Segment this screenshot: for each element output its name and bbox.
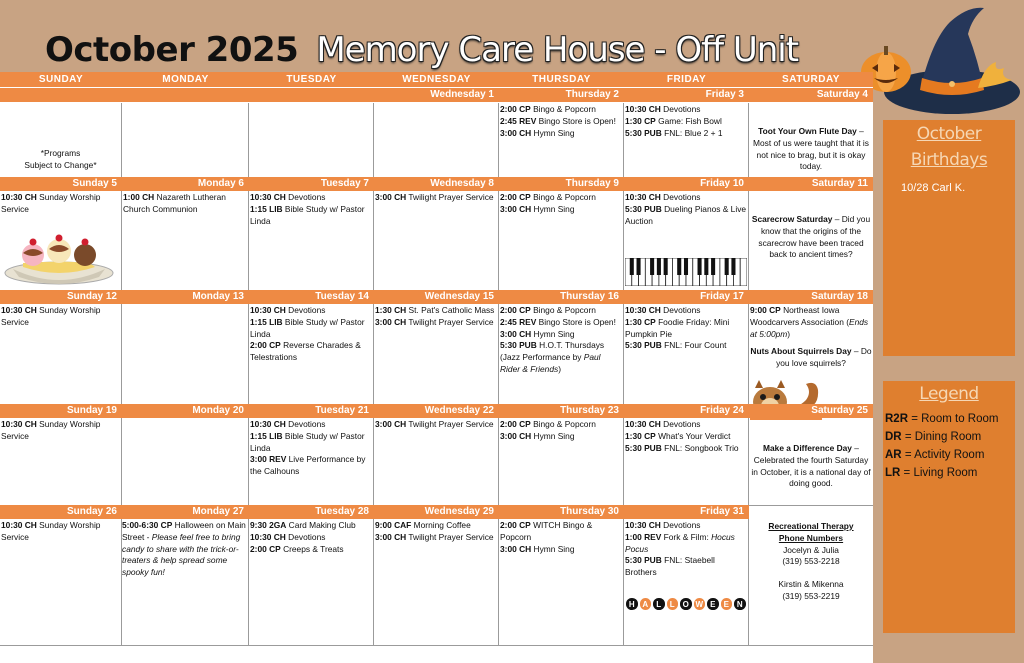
date-thu-2: Thursday 2 (499, 88, 624, 102)
contact-phone-1: (319) 553-2218 (782, 556, 840, 567)
date-fri-17: Friday 17 (624, 290, 749, 304)
weekday-sunday: SUNDAY (0, 72, 122, 87)
contacts-box (749, 519, 873, 645)
date-fri-24: Friday 24 (624, 404, 749, 418)
date-thu-23: Thursday 23 (499, 404, 624, 418)
cell-sat-25 (749, 418, 873, 505)
event: 1:30 CP Game: Fish Bowl (625, 115, 722, 126)
event: 5:30 PUB H.O.T. Thursdays (500, 340, 605, 351)
date-mon-20: Monday 20 (122, 404, 249, 418)
weekday-tuesday: TUESDAY (249, 72, 374, 87)
cell-thu-30 (499, 519, 624, 645)
cell-wed-8 (374, 191, 499, 290)
event: 10:30 CH Devotions (625, 520, 701, 530)
event: 9:00 CAF Morning Coffee (375, 520, 471, 530)
event: 10:30 CH Devotions (625, 104, 701, 114)
halloween-balls-icon (625, 597, 747, 611)
birthdays-title-2: Birthdays (910, 150, 988, 170)
date-sat-11: Saturday 11 (749, 177, 873, 191)
cell-empty-sun (0, 103, 122, 177)
cell-tue-28 (249, 519, 374, 645)
event: 9:00 CP Northeast Iowa Woodcarvers Association (Ends at 5:00pm) (750, 305, 869, 339)
event: 1:15 LIB Bible Study w/ Pastor Linda (250, 316, 365, 339)
date-bar-empty (0, 88, 374, 102)
halloween-letter: O (679, 597, 693, 611)
event: 10:30 CH Devotions (250, 192, 326, 202)
leaf-icon (974, 58, 1018, 92)
calendar-grid (0, 72, 873, 663)
date-tue-28: Tuesday 28 (249, 505, 374, 519)
event: 2:00 CP Reverse Charades & Telestrations (250, 340, 361, 363)
event: 2:00 CP WITCH Bingo & Popcorn (500, 520, 593, 542)
event: 1:15 LIB Bible Study w/ Pastor Linda (250, 430, 365, 453)
date-mon-6: Monday 6 (122, 177, 249, 191)
legend-item-dr: DR = Dining Room (885, 431, 982, 443)
legend-panel (883, 381, 1015, 633)
date-fri-3: Friday 3 (624, 88, 749, 102)
birthdays-panel (883, 120, 1015, 356)
cell-mon-27 (122, 519, 249, 645)
event: 3:00 CH Twilight Prayer Service (375, 531, 494, 542)
event: 3:00 CH Twilight Prayer Service (375, 316, 494, 327)
event: 10:30 CH Sunday Worship Service (1, 419, 101, 441)
cell-mon-13 (122, 304, 249, 404)
halloween-letter: E (706, 597, 720, 611)
weekday-wednesday: WEDNESDAY (374, 72, 499, 87)
weekday-thursday: THURSDAY (499, 72, 624, 87)
date-wed-22: Wednesday 22 (374, 404, 499, 418)
halloween-letter: N (733, 597, 747, 611)
halloween-letter: A (639, 597, 653, 611)
date-sat-25: Saturday 25 (749, 404, 873, 418)
date-wed-1: Wednesday 1 (374, 88, 499, 102)
event: 3:00 CH Hymn Sing (500, 543, 575, 554)
event: 2:45 REV Bingo Store is Open! (500, 316, 616, 327)
event: 10:30 CH Devotions (625, 192, 701, 202)
event: 2:00 CP Creeps & Treats (250, 543, 344, 554)
cell-fri-3 (624, 103, 749, 177)
date-fri-10: Friday 10 (624, 177, 749, 191)
event: 10:30 CH Devotions (250, 419, 326, 429)
row-divider (0, 645, 873, 646)
note-programs: *Programs (40, 148, 81, 158)
cell-sun-5 (0, 191, 122, 290)
cell-tue-7 (249, 191, 374, 290)
title-house: Memory Care House - Off Unit (316, 30, 799, 70)
cell-thu-23 (499, 418, 624, 505)
contact-phone-2: (319) 553-2219 (782, 590, 840, 601)
observance-text: Toot Your Own Flute Day – Most of us were taught that it is not nice to brag, but it is okay today. (753, 126, 869, 172)
event: 5:30 PUB FNL: Blue 2 + 1 (625, 127, 723, 138)
cell-tue-14 (249, 304, 374, 404)
date-wed-29: Wednesday 29 (374, 505, 499, 519)
cell-sat-4 (749, 103, 873, 177)
date-sun-26: Sunday 26 (0, 505, 122, 519)
note-subject: Subject to Change* (24, 159, 97, 170)
date-thu-30: Thursday 30 (499, 505, 624, 519)
cell-fri-10 (624, 191, 749, 290)
observance-text: Scarecrow Saturday – Did you know that the origins of the scarecrow have been traced back to ancient times? (751, 214, 871, 260)
weekday-saturday: SATURDAY (749, 72, 873, 87)
date-tue-7: Tuesday 7 (249, 177, 374, 191)
cell-fri-24 (624, 418, 749, 505)
event: 10:30 CH Sunday Worship Service (1, 305, 101, 327)
contact-names-1: Jocelyn & Julia (783, 544, 839, 555)
event: 1:15 LIB Bible Study w/ Pastor Linda (250, 203, 365, 226)
cell-empty-mon (122, 103, 249, 177)
date-sat-18: Saturday 18 (749, 290, 873, 304)
contact-names-2: Kirstin & Mikenna (778, 579, 844, 590)
cell-fri-17 (624, 304, 749, 404)
event: 1:00 REV Fork & Film: Hocus Pocus (625, 531, 735, 554)
date-sun-19: Sunday 19 (0, 404, 122, 418)
date-sun-5: Sunday 5 (0, 177, 122, 191)
cell-tue-21 (249, 418, 374, 505)
cell-fri-31 (624, 519, 749, 645)
event: 5:30 PUB FNL: Songbook Trio (625, 442, 739, 453)
cell-sat-11 (749, 191, 873, 290)
event: 9:30 2GA Card Making Club (250, 520, 356, 530)
cell-sun-19 (0, 418, 122, 505)
cell-thu-9 (499, 191, 624, 290)
event: 10:30 CH Devotions (625, 419, 701, 429)
cell-wed-22 (374, 418, 499, 505)
event: 2:00 CP Bingo & Popcorn (500, 305, 596, 315)
event: 10:30 CH Sunday Worship Service (1, 520, 101, 542)
cell-sun-12 (0, 304, 122, 404)
event: 10:30 CH Devotions (250, 531, 326, 542)
event: 10:30 CH Devotions (250, 305, 326, 315)
date-mon-27: Monday 27 (122, 505, 249, 519)
cell-thu-16 (499, 304, 624, 404)
date-sun-12: Sunday 12 (0, 290, 122, 304)
date-tue-14: Tuesday 14 (249, 290, 374, 304)
event: 5:00-6:30 CP Halloween on Main Street - Please feel free to bring candy to share with the trick-or-treaters & help spread some spooky fun! (122, 520, 246, 578)
event: 5:30 PUB FNL: Four Count (625, 340, 727, 351)
event: 2:00 CP Bingo & Popcorn (500, 104, 596, 114)
birthday-entry: 10/28 Carl K. (901, 182, 966, 194)
cell-wed-29 (374, 519, 499, 645)
legend-item-lr: LR = Living Room (885, 467, 978, 479)
event: 5:30 PUB FNL: Staebell Brothers (625, 555, 715, 578)
date-wed-15: Wednesday 15 (374, 290, 499, 304)
cell-sun-26 (0, 519, 122, 645)
weekday-monday: MONDAY (122, 72, 249, 87)
title-month: October 2025 (45, 30, 299, 70)
halloween-letter: W (693, 597, 707, 611)
event: 3:00 CH Hymn Sing (500, 203, 575, 214)
halloween-letter: L (666, 597, 680, 611)
observance-text: Make a Difference Day – Celebrated the fourth Saturday in October, it is a national day of doing good. (751, 443, 871, 489)
event-note: (Jazz Performance by Paul Rider & Friends) (500, 352, 601, 374)
halloween-letter: L (652, 597, 666, 611)
event: 2:00 CP Bingo & Popcorn (500, 419, 596, 429)
weekday-friday: FRIDAY (624, 72, 749, 87)
halloween-letter: E (720, 597, 734, 611)
legend-title: Legend (919, 384, 979, 404)
event: 3:00 CH Twilight Prayer Service (375, 419, 494, 429)
date-mon-13: Monday 13 (122, 290, 249, 304)
event: 1:30 CP What's Your Verdict (625, 430, 731, 441)
page-title (0, 18, 870, 70)
event: 1:00 CH Nazareth Lutheran Church Communion (123, 192, 226, 214)
event: 1:30 CP Foodie Friday: Mini Pumpkin Pie (625, 316, 730, 339)
date-fri-31: Friday 31 (624, 505, 749, 519)
piano-keys-icon (625, 258, 747, 286)
event: 10:30 CH Devotions (625, 305, 701, 315)
event: 1:30 CH St. Pat's Catholic Mass (375, 305, 495, 315)
event: 3:00 CH Twilight Prayer Service (375, 192, 494, 202)
cell-wed-1 (374, 103, 499, 177)
event: 10:30 CH Sunday Worship Service (1, 192, 101, 214)
event: 5:30 PUB Dueling Pianos & Live Auction (625, 203, 747, 226)
halloween-letter: H (625, 597, 639, 611)
date-thu-9: Thursday 9 (499, 177, 624, 191)
date-sat-4: Saturday 4 (749, 88, 873, 102)
legend-item-ar: AR = Activity Room (885, 449, 985, 461)
event: 2:45 REV Bingo Store is Open! (500, 115, 616, 126)
date-thu-16: Thursday 16 (499, 290, 624, 304)
cell-wed-15 (374, 304, 499, 404)
cell-empty-tue (249, 103, 374, 177)
event: 3:00 CH Hymn Sing (500, 430, 575, 441)
birthdays-title-1: October (916, 124, 982, 144)
date-wed-8: Wednesday 8 (374, 177, 499, 191)
contacts-title-2: Phone Numbers (778, 532, 844, 543)
contacts-title-1: Recreational Therapy (768, 521, 854, 531)
legend-item-r2r: R2R = Room to Room (885, 413, 999, 425)
date-tue-21: Tuesday 21 (249, 404, 374, 418)
event: 2:00 CP Bingo & Popcorn (500, 192, 596, 202)
sundae-icon (3, 229, 115, 287)
observance-text: Nuts About Squirrels Day – Do you love squirrels? (750, 346, 872, 369)
cell-thu-2 (499, 103, 624, 177)
cell-mon-20 (122, 418, 249, 505)
cell-mon-6 (122, 191, 249, 290)
event: 3:00 CH Hymn Sing (500, 328, 575, 339)
event: 3:00 REV Live Performance by the Calhouns (250, 454, 366, 477)
event: 3:00 CH Hymn Sing (500, 127, 575, 138)
